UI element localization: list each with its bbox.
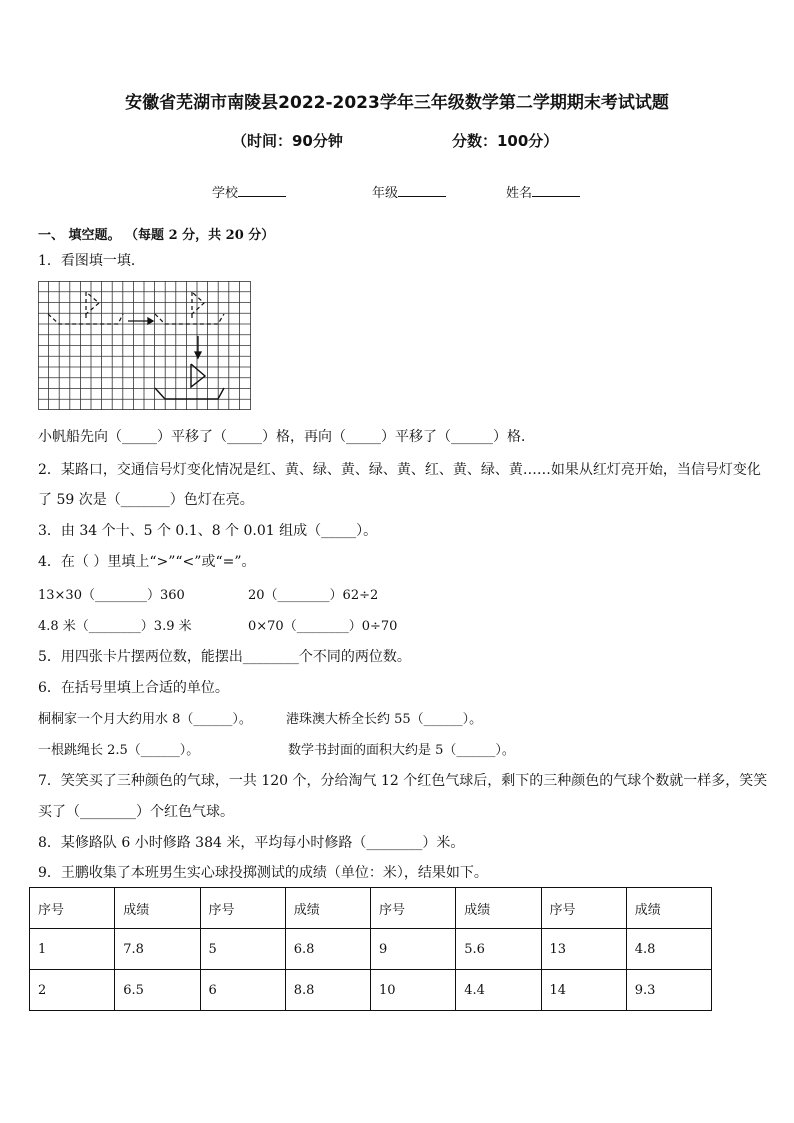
exam-score: 分数：100分） <box>452 132 559 150</box>
q6-intro: 6．在括号里填上合适的单位。 <box>38 680 229 696</box>
school-label: 学校 <box>212 186 239 201</box>
q3: 3．由 34 个十、5 个 0.1、8 个 0.01 组成（_____）。 <box>38 523 378 539</box>
q8: 8．某修路队 6 小时修路 384 米，平均每小时修路（________）米。 <box>38 835 465 851</box>
table-cell: 1 <box>30 929 115 970</box>
q6-d: 数学书封面的面积大约是 5（______）。 <box>288 743 515 758</box>
table-cell: 4.8 <box>626 929 711 970</box>
exam-time: （时间：90分钟 <box>232 132 343 150</box>
table-header-row <box>30 888 712 929</box>
q4-intro: 4．在（ ）里填上“>”“<”或“=”。 <box>38 554 256 570</box>
q4-row2-a: 4.8 米（________）3.9 米 <box>38 619 192 634</box>
name-field <box>506 182 580 201</box>
page-title: 安徽省芜湖市南陵县2022-2023学年三年级数学第二学期期末考试试题 <box>125 93 669 113</box>
table-header-cell: 序号 <box>541 888 626 929</box>
q4-row2-b: 0×70（________）0÷70 <box>248 619 398 634</box>
grade-field <box>372 182 446 201</box>
table-cell: 13 <box>541 929 626 970</box>
grade-label: 年级 <box>372 186 399 201</box>
q7-line1: 7．笑笑买了三种颜色的气球，一共 120 个，分给淘气 12 个红色气球后，剩下的三种颜色的气球个数就一样多，笑笑 <box>38 773 768 789</box>
q7-line2: 买了（________）个红色气球。 <box>38 804 234 820</box>
table-cell: 8.8 <box>285 970 370 1011</box>
q2-line2: 了 59 次是（_______）色灯在亮。 <box>38 492 254 508</box>
table-header-cell: 成绩 <box>456 888 541 929</box>
table-cell: 14 <box>541 970 626 1011</box>
table-cell: 10 <box>371 970 456 1011</box>
q5: 5．用四张卡片摆两位数，能摆出________个不同的两位数。 <box>38 649 411 665</box>
sailboat-grid-figure <box>38 281 252 411</box>
q1-text: 小帆船先向（_____）平移了（_____）格，再向（_____）平移了（______）格． <box>38 429 535 445</box>
table-cell: 6 <box>200 970 285 1011</box>
school-blank[interactable] <box>238 184 286 197</box>
arrow-down-icon <box>195 336 201 358</box>
table-header-cell: 序号 <box>371 888 456 929</box>
q4-row1-b: 20（________）62÷2 <box>248 588 379 603</box>
q2-line1: 2．某路口，交通信号灯变化情况是红、黄、绿、黄、绿、黄、红、黄、绿、黄……如果从红灯亮开始，当信号灯变化 <box>38 462 761 478</box>
name-label: 姓名 <box>506 186 533 201</box>
table-cell: 5 <box>200 929 285 970</box>
q9-intro: 9．王鹏收集了本班男生实心球投掷测试的成绩（单位：米），结果如下。 <box>38 865 488 881</box>
table-cell: 4.4 <box>456 970 541 1011</box>
table-header-cell: 成绩 <box>115 888 200 929</box>
q1-intro: 1．看图填一填． <box>38 253 145 269</box>
table-header-cell: 序号 <box>200 888 285 929</box>
table-row <box>30 970 712 1011</box>
table-cell: 7.8 <box>115 929 200 970</box>
score-table <box>29 887 712 1011</box>
table-row <box>30 929 712 970</box>
name-blank[interactable] <box>532 184 580 197</box>
table-cell: 6.5 <box>115 970 200 1011</box>
table-cell: 5.6 <box>456 929 541 970</box>
table-cell: 9 <box>371 929 456 970</box>
section-heading: 一、 填空题。 （每题 2 分，共 20 分） <box>38 228 275 243</box>
table-header-cell: 成绩 <box>626 888 711 929</box>
school-field <box>212 182 286 201</box>
q6-c: 一根跳绳长 2.5（______）。 <box>38 743 200 758</box>
table-cell: 9.3 <box>626 970 711 1011</box>
table-cell: 2 <box>30 970 115 1011</box>
table-header-cell: 成绩 <box>285 888 370 929</box>
q4-row1-a: 13×30（________）360 <box>38 588 185 603</box>
arrow-right-icon <box>128 318 153 324</box>
grade-blank[interactable] <box>398 184 446 197</box>
q6-a: 桐桐家一个月大约用水 8（______）。 <box>38 712 252 727</box>
table-cell: 6.8 <box>285 929 370 970</box>
q6-b: 港珠澳大桥全长约 55（______）。 <box>286 712 483 727</box>
table-header-cell: 序号 <box>30 888 115 929</box>
